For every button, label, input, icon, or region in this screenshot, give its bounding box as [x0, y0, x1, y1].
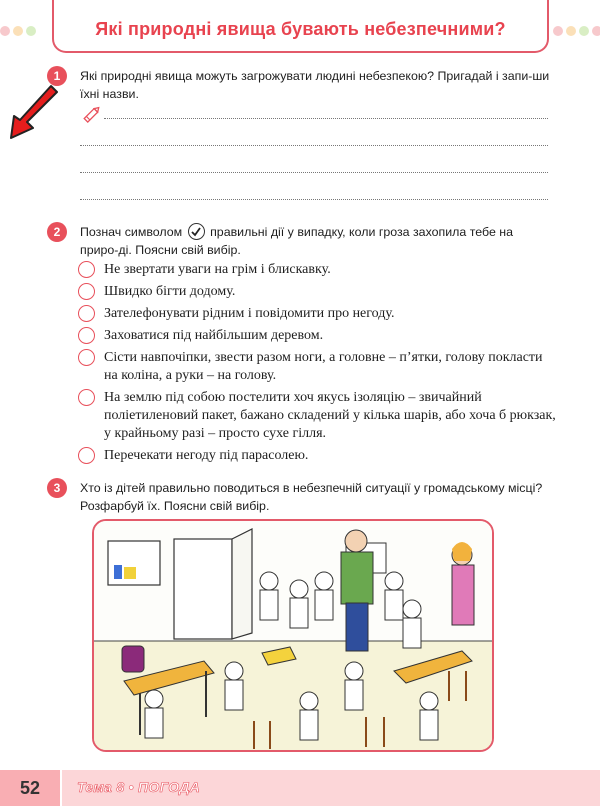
- task-number-3: 3: [47, 478, 67, 498]
- task-number-1: 1: [47, 66, 67, 86]
- page-number-box: [0, 770, 60, 806]
- task-2-text-after: правильні дії у випадку, коли гроза захопила тебе на приро-ді. Поясни свій вибір.: [80, 225, 514, 257]
- answer-circle[interactable]: [78, 305, 95, 322]
- list-item: Швидко бігти додому.: [78, 283, 558, 301]
- task-3-text: Хто із дітей правильно поводиться в небезпечній ситуації у громадському місці? Розфарбуй їх. Поясни свій вибір.: [80, 481, 543, 513]
- list-item: Зателефонувати рідним і повідомити про негоду.: [78, 305, 558, 323]
- footer-topic: Тема 8 • ПОГОДА: [77, 779, 201, 795]
- answer-options: [78, 261, 558, 469]
- list-item: На землю під собою постелити хоч якусь ізоляцію – звичайний поліетиленовий пакет, бажано складений у кілька шарів, або хоча б рюкзак, у крайньому разі – просто сухе гілля.: [78, 389, 558, 443]
- page-footer: [0, 770, 600, 806]
- answer-circle[interactable]: [78, 261, 95, 278]
- answer-line[interactable]: [80, 172, 548, 173]
- answer-line[interactable]: [80, 199, 548, 200]
- pointer-arrow-icon: [2, 84, 60, 142]
- task-2-text: [80, 223, 552, 259]
- pencil-icon: [81, 104, 103, 126]
- answer-line[interactable]: [80, 145, 548, 146]
- list-item: Сісти навпочіпки, звести разом ноги, а головне – п’ятки, голову покласти на коліна, а руки – на голову.: [78, 349, 558, 385]
- list-item: Заховатися під найбільшим деревом.: [78, 327, 558, 345]
- answer-circle[interactable]: [78, 283, 95, 300]
- task-number-2: 2: [47, 222, 67, 242]
- classroom-scene: [94, 521, 494, 752]
- task-2-text-before: Познач символом: [80, 225, 183, 239]
- answer-circle[interactable]: [78, 447, 95, 464]
- answer-circle[interactable]: [78, 389, 95, 406]
- answer-circle[interactable]: [78, 327, 95, 344]
- list-item: Перечекати негоду під парасолею.: [78, 447, 558, 465]
- classroom-illustration: [92, 519, 494, 752]
- title-box: [52, 0, 549, 53]
- list-item: Не звертати уваги на грім і блискавку.: [78, 261, 558, 279]
- page-title: Які природні явища бувають небезпечними?: [95, 19, 506, 39]
- page-number: 52: [19, 777, 41, 798]
- check-symbol-icon: [188, 223, 205, 240]
- answer-line[interactable]: [104, 118, 548, 119]
- task-1-text: Які природні явища можуть загрожувати людині небезпекою? Пригадай і запи-ши їхні назви.: [80, 69, 550, 101]
- answer-circle[interactable]: [78, 349, 95, 366]
